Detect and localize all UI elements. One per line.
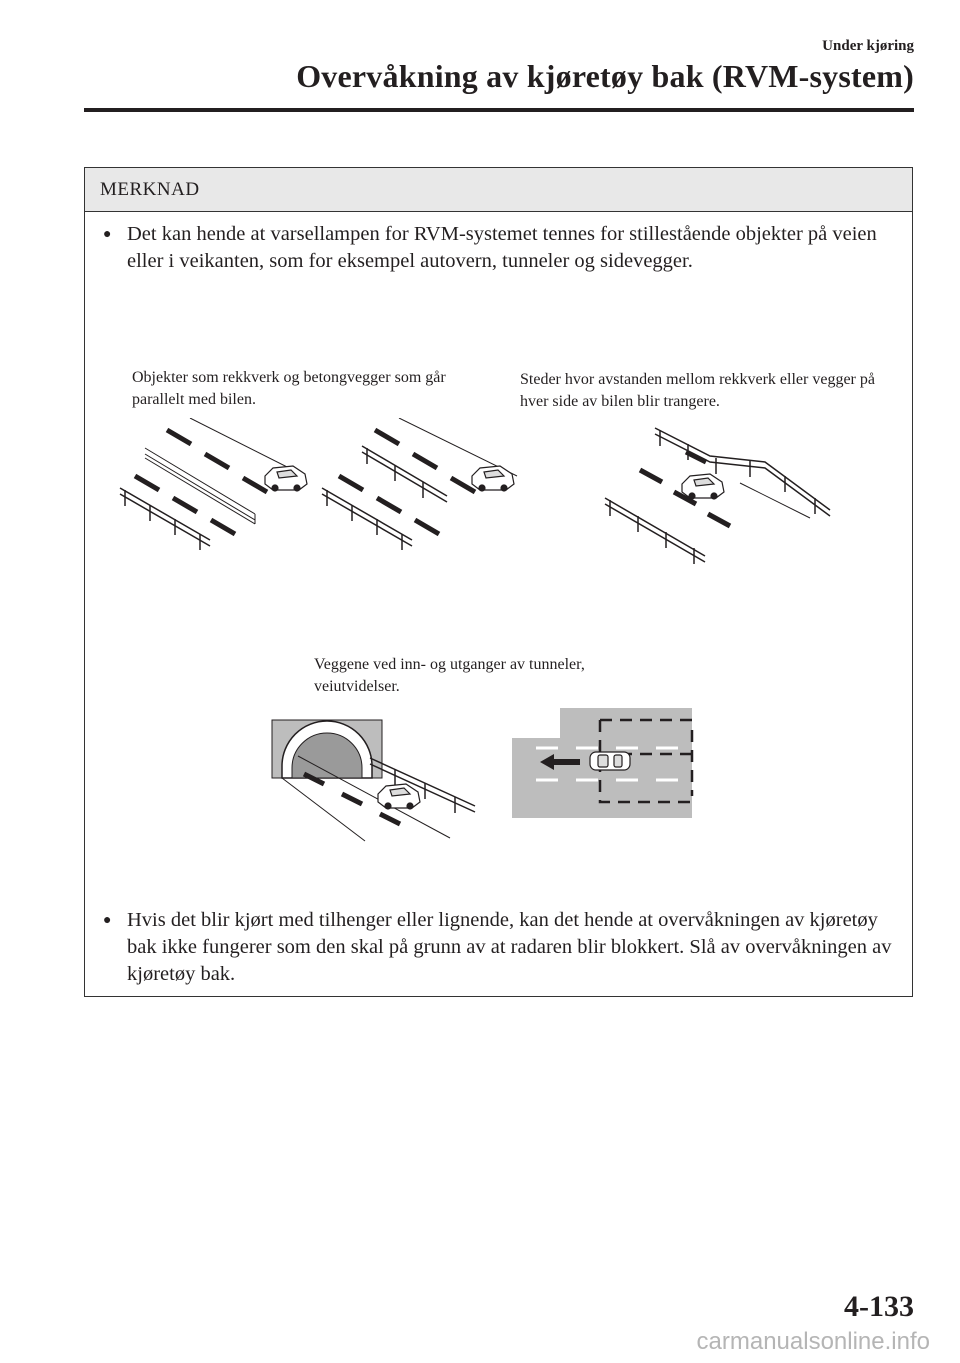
section-label: Under kjøring [822, 38, 914, 54]
title-rule [84, 108, 914, 112]
bullet-icon: ● [103, 227, 112, 242]
illustration-concrete-wall [115, 418, 325, 563]
illustration-road-widening [510, 706, 700, 822]
caption-tunnel: Veggene ved inn- og utganger av tunneler, veiutvidelser. [314, 656, 585, 695]
note-bullet-2 [103, 907, 900, 988]
page-title: Overvåkning av kjøretøy bak (RVM-system) [296, 58, 914, 94]
illustration-tunnel [270, 716, 485, 846]
bullet-icon: ● [103, 913, 112, 928]
bullet-text: Det kan hende at varsellampen for RVM-systemet tennes for stillestående objekter på veien eller i veikanten, som for eksempel autovern, tunneler og sidevegger. [127, 223, 877, 272]
note-box [84, 167, 913, 997]
illustration-narrowing-guardrails [600, 418, 840, 588]
bullet-text: Hvis det blir kjørt med tilhenger eller lignende, kan det hende at overvåkningen av kjøretøy bak ikke fungerer som den skal på grunn av at radaren blir blokkert. Slå av overvåkningen av kjøretøy bak. [127, 909, 892, 985]
note-bullet-1 [103, 221, 900, 275]
watermark: carmanualsonline.info [696, 1328, 930, 1355]
illustration-guardrails [317, 418, 522, 563]
caption-narrowing: Steder hvor avstanden mellom rekkverk eller vegger på hver side av bilen blir trangere. [520, 371, 875, 410]
caption-parallel: Objekter som rekkverk og betongvegger som går parallelt med bilen. [132, 369, 446, 408]
page-number: 4-133 [844, 1290, 914, 1323]
note-heading: MERKNAD [85, 168, 912, 212]
